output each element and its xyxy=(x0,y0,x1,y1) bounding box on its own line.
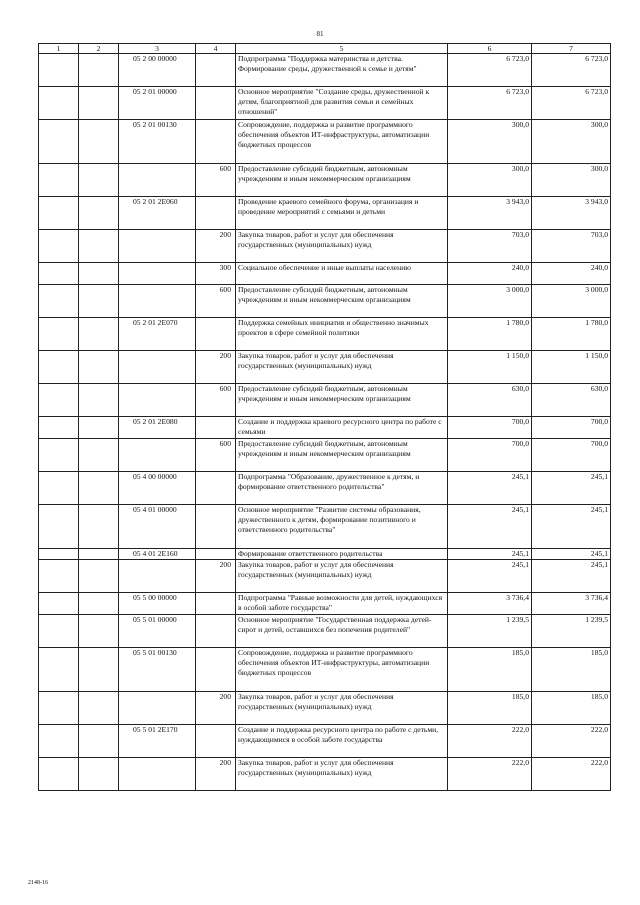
column2-cell xyxy=(79,87,119,120)
target-article-code xyxy=(119,263,196,285)
expense-type-code: 600 xyxy=(196,439,236,472)
expense-type-code xyxy=(196,725,236,758)
expense-type-code: 200 xyxy=(196,351,236,384)
amount-year2: 700,0 xyxy=(532,439,611,472)
column-header: 7 xyxy=(532,44,611,54)
amount-year2: 222,0 xyxy=(532,758,611,791)
expense-type-code: 600 xyxy=(196,384,236,417)
column2-cell xyxy=(79,263,119,285)
table-row xyxy=(39,285,611,318)
expense-type-code xyxy=(196,549,236,560)
table-row xyxy=(39,120,611,164)
table-row xyxy=(39,560,611,593)
expense-name: Закупка товаров, работ и услуг для обеспечения государственных (муниципальных) нужд xyxy=(236,230,448,263)
amount-year2: 700,0 xyxy=(532,417,611,439)
amount-year2: 703,0 xyxy=(532,230,611,263)
expense-type-code xyxy=(196,318,236,351)
expense-type-code: 200 xyxy=(196,758,236,791)
expense-name: Закупка товаров, работ и услуг для обеспечения государственных (муниципальных) нужд xyxy=(236,351,448,384)
amount-year1: 300,0 xyxy=(448,164,532,197)
table-row xyxy=(39,549,611,560)
table-row xyxy=(39,692,611,725)
target-article-code xyxy=(119,230,196,263)
amount-year2: 245,1 xyxy=(532,549,611,560)
expense-name: Формирование ответственного родительства xyxy=(236,549,448,560)
column2-cell xyxy=(79,54,119,87)
column2-cell xyxy=(79,384,119,417)
expense-name: Основное мероприятие "Создание среды, дружественной к детям, благоприятной для развития семьи и семейных отношений" xyxy=(236,87,448,120)
amount-year2: 222,0 xyxy=(532,725,611,758)
column1-cell xyxy=(39,758,79,791)
column1-cell xyxy=(39,472,79,505)
column2-cell xyxy=(79,692,119,725)
column1-cell xyxy=(39,120,79,164)
table-row xyxy=(39,725,611,758)
column-header: 1 xyxy=(39,44,79,54)
table-row xyxy=(39,648,611,692)
table-row xyxy=(39,263,611,285)
column-header: 6 xyxy=(448,44,532,54)
target-article-code: 05 5 01 00130 xyxy=(119,648,196,692)
target-article-code xyxy=(119,692,196,725)
expense-name: Подпрограмма "Поддержка материнства и детства. Формирование среды, дружественной к семье и детям" xyxy=(236,54,448,87)
column1-cell xyxy=(39,285,79,318)
target-article-code: 05 2 01 2Е070 xyxy=(119,318,196,351)
expense-type-code xyxy=(196,54,236,87)
table-row xyxy=(39,351,611,384)
target-article-code: 05 2 01 00130 xyxy=(119,120,196,164)
target-article-code: 05 4 01 00000 xyxy=(119,505,196,549)
amount-year1: 3 736,4 xyxy=(448,593,532,615)
column1-cell xyxy=(39,439,79,472)
expense-name: Предоставление субсидий бюджетным, автономным учреждениям и иным некоммерческим организациям xyxy=(236,285,448,318)
amount-year2: 3 943,0 xyxy=(532,197,611,230)
amount-year2: 240,0 xyxy=(532,263,611,285)
amount-year2: 1 150,0 xyxy=(532,351,611,384)
expense-type-code xyxy=(196,417,236,439)
column2-cell xyxy=(79,472,119,505)
target-article-code: 05 2 01 2Е060 xyxy=(119,197,196,230)
column2-cell xyxy=(79,758,119,791)
target-article-code xyxy=(119,351,196,384)
table-row xyxy=(39,439,611,472)
amount-year1: 6 723,0 xyxy=(448,54,532,87)
expense-name: Поддержка семейных инициатив и общественно значимых проектов в сфере семейной политики xyxy=(236,318,448,351)
column2-cell xyxy=(79,120,119,164)
column2-cell xyxy=(79,725,119,758)
column1-cell xyxy=(39,549,79,560)
column2-cell xyxy=(79,285,119,318)
amount-year1: 1 780,0 xyxy=(448,318,532,351)
table-row xyxy=(39,230,611,263)
table-row xyxy=(39,472,611,505)
column-header: 4 xyxy=(196,44,236,54)
expense-type-code xyxy=(196,593,236,615)
column-header: 3 xyxy=(119,44,196,54)
amount-year1: 703,0 xyxy=(448,230,532,263)
amount-year1: 300,0 xyxy=(448,120,532,164)
amount-year1: 630,0 xyxy=(448,384,532,417)
expense-type-code: 200 xyxy=(196,230,236,263)
target-article-code: 05 2 00 00000 xyxy=(119,54,196,87)
column1-cell xyxy=(39,692,79,725)
table-row xyxy=(39,615,611,648)
column1-cell xyxy=(39,351,79,384)
page-number: 81 xyxy=(316,30,324,38)
amount-year1: 240,0 xyxy=(448,263,532,285)
amount-year2: 245,1 xyxy=(532,472,611,505)
target-article-code: 05 5 01 00000 xyxy=(119,615,196,648)
amount-year2: 630,0 xyxy=(532,384,611,417)
amount-year1: 3 943,0 xyxy=(448,197,532,230)
expense-name: Подпрограмма "Образование, дружественное к детям, и формирование ответственного родительства" xyxy=(236,472,448,505)
column1-cell xyxy=(39,230,79,263)
expense-type-code xyxy=(196,615,236,648)
column2-cell xyxy=(79,615,119,648)
expense-type-code: 600 xyxy=(196,285,236,318)
column2-cell xyxy=(79,230,119,263)
column2-cell xyxy=(79,318,119,351)
expense-name: Основное мероприятие "Развитие системы образования, дружественного к детям, формирование позитивного и ответственного родительства" xyxy=(236,505,448,549)
column-number-header-row xyxy=(39,44,611,54)
amount-year1: 700,0 xyxy=(448,439,532,472)
expense-name: Сопровождение, поддержка и развитие программного обеспечения объектов ИТ-инфраструктуры, автоматизации бюджетных процессов xyxy=(236,648,448,692)
amount-year2: 245,1 xyxy=(532,505,611,549)
expense-type-code: 300 xyxy=(196,263,236,285)
expense-name: Предоставление субсидий бюджетным, автономным учреждениям и иным некоммерческим организациям xyxy=(236,384,448,417)
column1-cell xyxy=(39,725,79,758)
amount-year2: 245,1 xyxy=(532,560,611,593)
expense-name: Проведение краевого семейного форума, организация и проведение мероприятий с семьями и детьми xyxy=(236,197,448,230)
amount-year2: 1 780,0 xyxy=(532,318,611,351)
target-article-code: 05 5 01 2Е170 xyxy=(119,725,196,758)
expense-type-code: 600 xyxy=(196,164,236,197)
table-row xyxy=(39,593,611,615)
expense-name: Предоставление субсидий бюджетным, автономным учреждениям и иным некоммерческим организациям xyxy=(236,164,448,197)
expense-name: Основное мероприятие "Государственная поддержка детей-сирот и детей, оставшихся без попечения родителей" xyxy=(236,615,448,648)
column2-cell xyxy=(79,505,119,549)
column1-cell xyxy=(39,615,79,648)
target-article-code xyxy=(119,285,196,318)
target-article-code xyxy=(119,560,196,593)
target-article-code: 05 2 01 2Е080 xyxy=(119,417,196,439)
column1-cell xyxy=(39,560,79,593)
table-row xyxy=(39,417,611,439)
column2-cell xyxy=(79,593,119,615)
amount-year2: 300,0 xyxy=(532,164,611,197)
target-article-code: 05 4 00 00000 xyxy=(119,472,196,505)
table-row xyxy=(39,384,611,417)
expense-name: Подпрограмма "Равные возможности для детей, нуждающихся в особой заботе государства" xyxy=(236,593,448,615)
target-article-code xyxy=(119,758,196,791)
table-row xyxy=(39,758,611,791)
expense-name: Закупка товаров, работ и услуг для обеспечения государственных (муниципальных) нужд xyxy=(236,560,448,593)
expense-name: Сопровождение, поддержка и развитие программного обеспечения объектов ИТ-инфраструктуры, автоматизации бюджетных процессов xyxy=(236,120,448,164)
amount-year1: 245,1 xyxy=(448,505,532,549)
expense-name: Создание и поддержка краевого ресурсного центра по работе с семьями xyxy=(236,417,448,439)
expense-name: Социальное обеспечение и иные выплаты населению xyxy=(236,263,448,285)
table-row xyxy=(39,505,611,549)
amount-year2: 6 723,0 xyxy=(532,87,611,120)
target-article-code: 05 5 00 00000 xyxy=(119,593,196,615)
amount-year1: 6 723,0 xyxy=(448,87,532,120)
table-row xyxy=(39,54,611,87)
column1-cell xyxy=(39,505,79,549)
column2-cell xyxy=(79,164,119,197)
amount-year1: 1 239,5 xyxy=(448,615,532,648)
column1-cell xyxy=(39,417,79,439)
target-article-code: 05 2 01 00000 xyxy=(119,87,196,120)
column2-cell xyxy=(79,560,119,593)
column2-cell xyxy=(79,439,119,472)
column1-cell xyxy=(39,384,79,417)
amount-year1: 245,1 xyxy=(448,549,532,560)
amount-year1: 700,0 xyxy=(448,417,532,439)
column-header: 2 xyxy=(79,44,119,54)
amount-year1: 1 150,0 xyxy=(448,351,532,384)
amount-year2: 185,0 xyxy=(532,692,611,725)
amount-year2: 300,0 xyxy=(532,120,611,164)
amount-year2: 3 736,4 xyxy=(532,593,611,615)
target-article-code: 05 4 01 2Е160 xyxy=(119,549,196,560)
amount-year1: 185,0 xyxy=(448,692,532,725)
column-header: 5 xyxy=(236,44,448,54)
target-article-code xyxy=(119,384,196,417)
budget-table-body xyxy=(39,44,611,791)
table-row xyxy=(39,197,611,230)
expense-name: Предоставление субсидий бюджетным, автономным учреждениям и иным некоммерческим организациям xyxy=(236,439,448,472)
column1-cell xyxy=(39,593,79,615)
column1-cell xyxy=(39,648,79,692)
column1-cell xyxy=(39,197,79,230)
column2-cell xyxy=(79,351,119,384)
expense-type-code xyxy=(196,120,236,164)
amount-year1: 222,0 xyxy=(448,758,532,791)
table-row xyxy=(39,318,611,351)
expense-type-code xyxy=(196,472,236,505)
column2-cell xyxy=(79,197,119,230)
expense-type-code xyxy=(196,648,236,692)
column1-cell xyxy=(39,54,79,87)
amount-year1: 245,1 xyxy=(448,472,532,505)
amount-year1: 245,1 xyxy=(448,560,532,593)
expense-type-code xyxy=(196,197,236,230)
column2-cell xyxy=(79,549,119,560)
table-row xyxy=(39,164,611,197)
target-article-code xyxy=(119,164,196,197)
budget-table xyxy=(38,43,611,791)
target-article-code xyxy=(119,439,196,472)
amount-year2: 1 239,5 xyxy=(532,615,611,648)
amount-year1: 185,0 xyxy=(448,648,532,692)
column1-cell xyxy=(39,318,79,351)
expense-name: Создание и поддержка ресурсного центра по работе с детьми, нуждающимися в особой заботе государства xyxy=(236,725,448,758)
amount-year1: 3 000,0 xyxy=(448,285,532,318)
amount-year2: 6 723,0 xyxy=(532,54,611,87)
expense-name: Закупка товаров, работ и услуг для обеспечения государственных (муниципальных) нужд xyxy=(236,692,448,725)
amount-year1: 222,0 xyxy=(448,725,532,758)
expense-type-code xyxy=(196,505,236,549)
table-row xyxy=(39,87,611,120)
amount-year2: 185,0 xyxy=(532,648,611,692)
footer-code: 2148-16 xyxy=(28,880,48,886)
column1-cell xyxy=(39,87,79,120)
column2-cell xyxy=(79,417,119,439)
column2-cell xyxy=(79,648,119,692)
expense-type-code: 200 xyxy=(196,560,236,593)
amount-year2: 3 000,0 xyxy=(532,285,611,318)
column1-cell xyxy=(39,263,79,285)
column1-cell xyxy=(39,164,79,197)
expense-type-code xyxy=(196,87,236,120)
expense-type-code: 200 xyxy=(196,692,236,725)
expense-name: Закупка товаров, работ и услуг для обеспечения государственных (муниципальных) нужд xyxy=(236,758,448,791)
